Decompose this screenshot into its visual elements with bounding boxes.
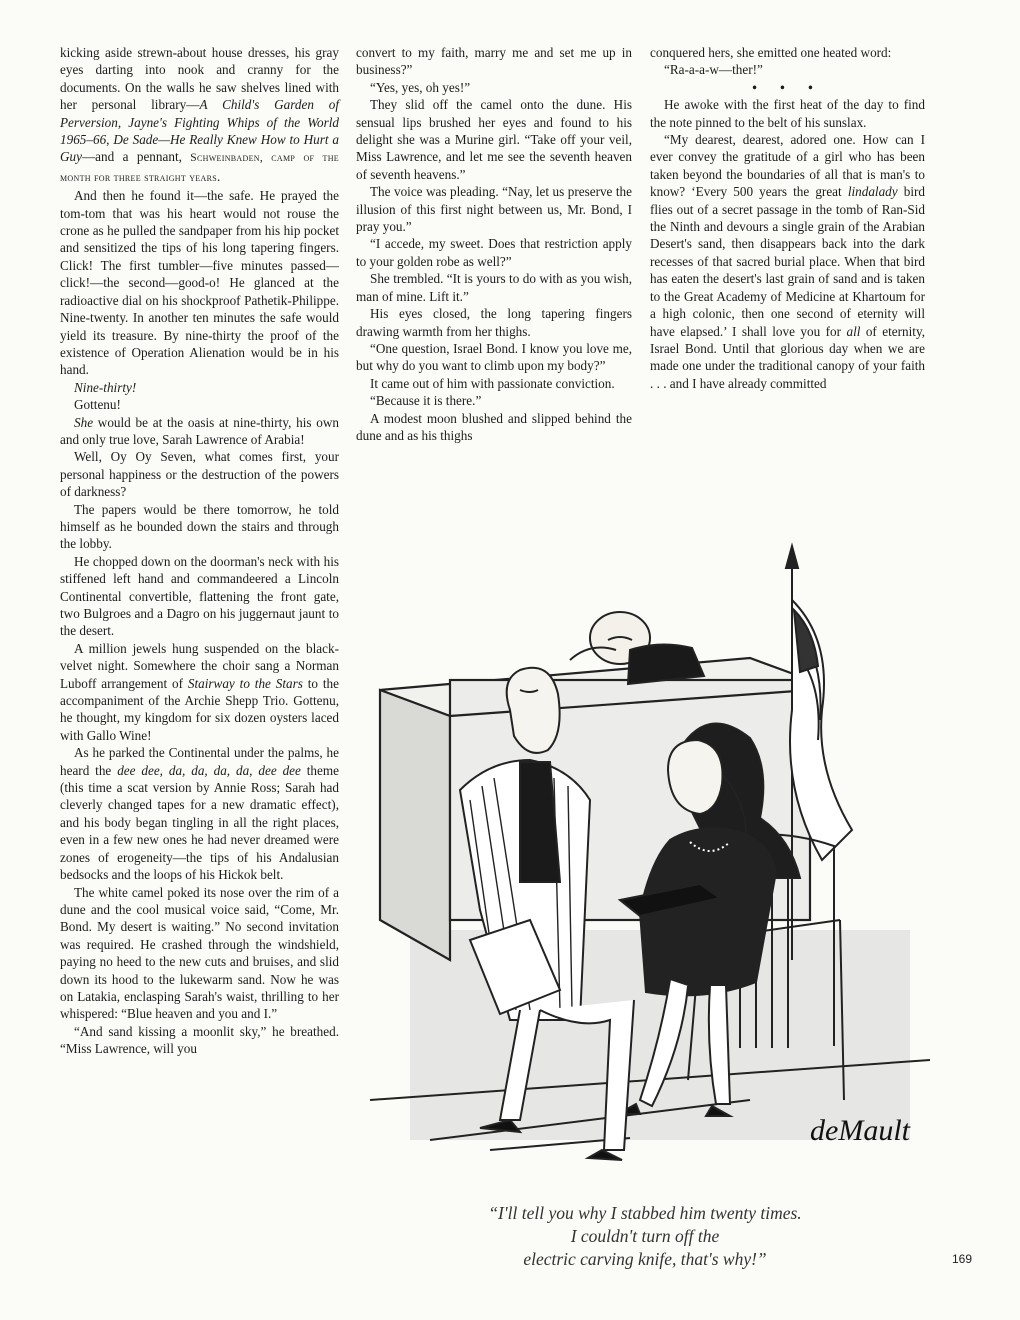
paragraph: kicking aside strewn-about house dresses, his gray eyes darting into nook and cranny for the documents. On the walls he saw shelves lined with her personal library—A Child's Garden of Perversion, Jayne's Fighting Whips of the World 1965–66, De Sade—He Really Knew How to Hurt a Guy—and a pennant, Schweinbaden, camp of the month for three straight years.	[60, 45, 340, 184]
cartoon-caption	[400, 1202, 890, 1271]
page-number: 169	[952, 1252, 973, 1266]
paragraph: His eyes closed, the long tapering fingers drawing warmth from her thighs.	[356, 306, 632, 339]
paragraph: conquered hers, she emitted one heated word:	[650, 45, 892, 60]
courtroom-cartoon	[370, 540, 940, 1180]
caption-line: electric carving knife, that's why!”	[523, 1249, 767, 1269]
article-column-2	[356, 44, 632, 444]
paragraph: As he parked the Continental under the palms, he heard the dee dee, da, da, da, da, dee dee theme (this time a scat version by Annie Ross; Sarah had cleverly changed tapes for a new dramatic effect), and his body began tingling in all the right places, even in a few new ones he had never dreamed were zones of erogeneity—the tips of his Andalusian bedsocks and the loops of his Hickok belt.	[60, 745, 339, 883]
paragraph: “My dearest, dearest, adored one. How can I ever convey the gratitude of a girl who has been taken beyond the boundaries of all that is man's to know? ‘Every 500 years the great lindalady bird flies out of a secret passage in the tomb of Ran-Sid the Ninth and devours a single grain of the Arabian Desert's sand, then disappears back into the dark recesses of that sacred burial place. When that bird has eaten the desert's last grain of sand and is taken to the Great Academy of Medicine at Khartoum for a high colonic, then one second of eternity will have elapsed.’ I shall love you for all of eternity, Israel Bond. Until that glorious day when we are made one under the traditional canopy of your faith . . . and I have already committed	[650, 132, 925, 391]
paragraph: They slid off the camel onto the dune. His sensual lips brushed her eyes and found to his delight she was a Murine girl. “Take off your veil, Miss Lawrence, and let me see the seventh heaven of seventh heavens.”	[356, 97, 632, 182]
paragraph: “Ra-a-a-w—ther!”	[664, 62, 763, 78]
paragraph: “Yes, yes, oh yes!”	[370, 79, 471, 95]
article-column-1	[60, 44, 339, 1058]
paragraph: Nine-thirty!	[74, 379, 137, 395]
paragraph: The papers would be there tomorrow, he told himself as he bounded down the stairs and through the lobby.	[60, 501, 339, 552]
paragraph: • • •	[752, 79, 823, 95]
caption-line: I couldn't turn off the	[570, 1226, 720, 1246]
paragraph: “I accede, my sweet. Does that restriction apply to your golden robe as well?”	[356, 236, 632, 269]
paragraph: A modest moon blushed and slipped behind the dune and as his thighs	[356, 410, 632, 443]
paragraph: The white camel poked its nose over the rim of a dune and the cool musical voice said, “Come, Mr. Bond. My desert is waiting.” No second invitation was required. He crashed through the windshield, paying no heed to the new cuts and bruises, and slid down its hood to the lukewarm sand. Now he was on Latakia, enclasping Sarah's waist, thrilling to her whispered: “Blue heaven and you and I.”	[60, 884, 339, 1022]
paragraph: She trembled. “It is yours to do with as you wish, man of mine. Lift it.”	[356, 271, 632, 304]
article-column-3	[650, 44, 925, 392]
cartoonist-signature: deMault	[810, 1114, 910, 1147]
caption-line: “I'll tell you why I stabbed him twenty times.	[488, 1203, 802, 1223]
paragraph: A million jewels hung suspended on the black-velvet night. Somewhere the choir sang a Norman Luboff arrangement of Stairway to the Stars to the accompaniment of the Archie Shepp Trio. Gottenu, he thought, my kingdom for six dozen oysters laced with Gallo Wine!	[60, 640, 340, 743]
paragraph: She would be at the oasis at nine-thirty, his own and only true love, Sarah Lawrence of Arabia!	[60, 414, 339, 447]
paragraph: “Because it is there.”	[370, 393, 482, 409]
paragraph: And then he found it—the safe. He prayed the tom-tom that was his heart would not rouse the crone as he pulled the sandpaper from his hip pocket and sensitized the tips of his long tapering fingers. Click! The first tumbler—five minutes passed—click!—the second—good-o! He glanced at the radioactive dial on his shockproof Pathetik-Philippe. Nine-twenty. In another ten minutes the safe would yield its treasure. By nine-thirty the proof of the existence of Operation Alienation would be in his hand.	[60, 188, 339, 378]
paragraph: He awoke with the first heat of the day to find the note pinned to the belt of his sunslax.	[650, 97, 925, 130]
paragraph: convert to my faith, marry me and set me up in business?”	[356, 45, 632, 78]
paragraph: Gottenu!	[74, 397, 121, 413]
paragraph: “One question, Israel Bond. I know you love me, but why do you want to climb upon my body?”	[356, 340, 632, 374]
paragraph: The voice was pleading. “Nay, let us preserve the illusion of this first night between us, Mr. Bond, I pray you.”	[356, 184, 632, 235]
paragraph: It came out of him with passionate conviction.	[370, 375, 615, 391]
paragraph: He chopped down on the doorman's neck with his stiffened left hand and commandeered a Lincoln Continental convertible, flattening the front gate, two Bulgroes and a Dagro on his juggernaut jaunt to the desert.	[60, 553, 339, 639]
paragraph: Well, Oy Oy Seven, what comes first, your personal happiness or the destruction of the powers of darkness?	[60, 449, 339, 500]
paragraph: “And sand kissing a moonlit sky,” he breathed. “Miss Lawrence, will you	[60, 1023, 339, 1057]
